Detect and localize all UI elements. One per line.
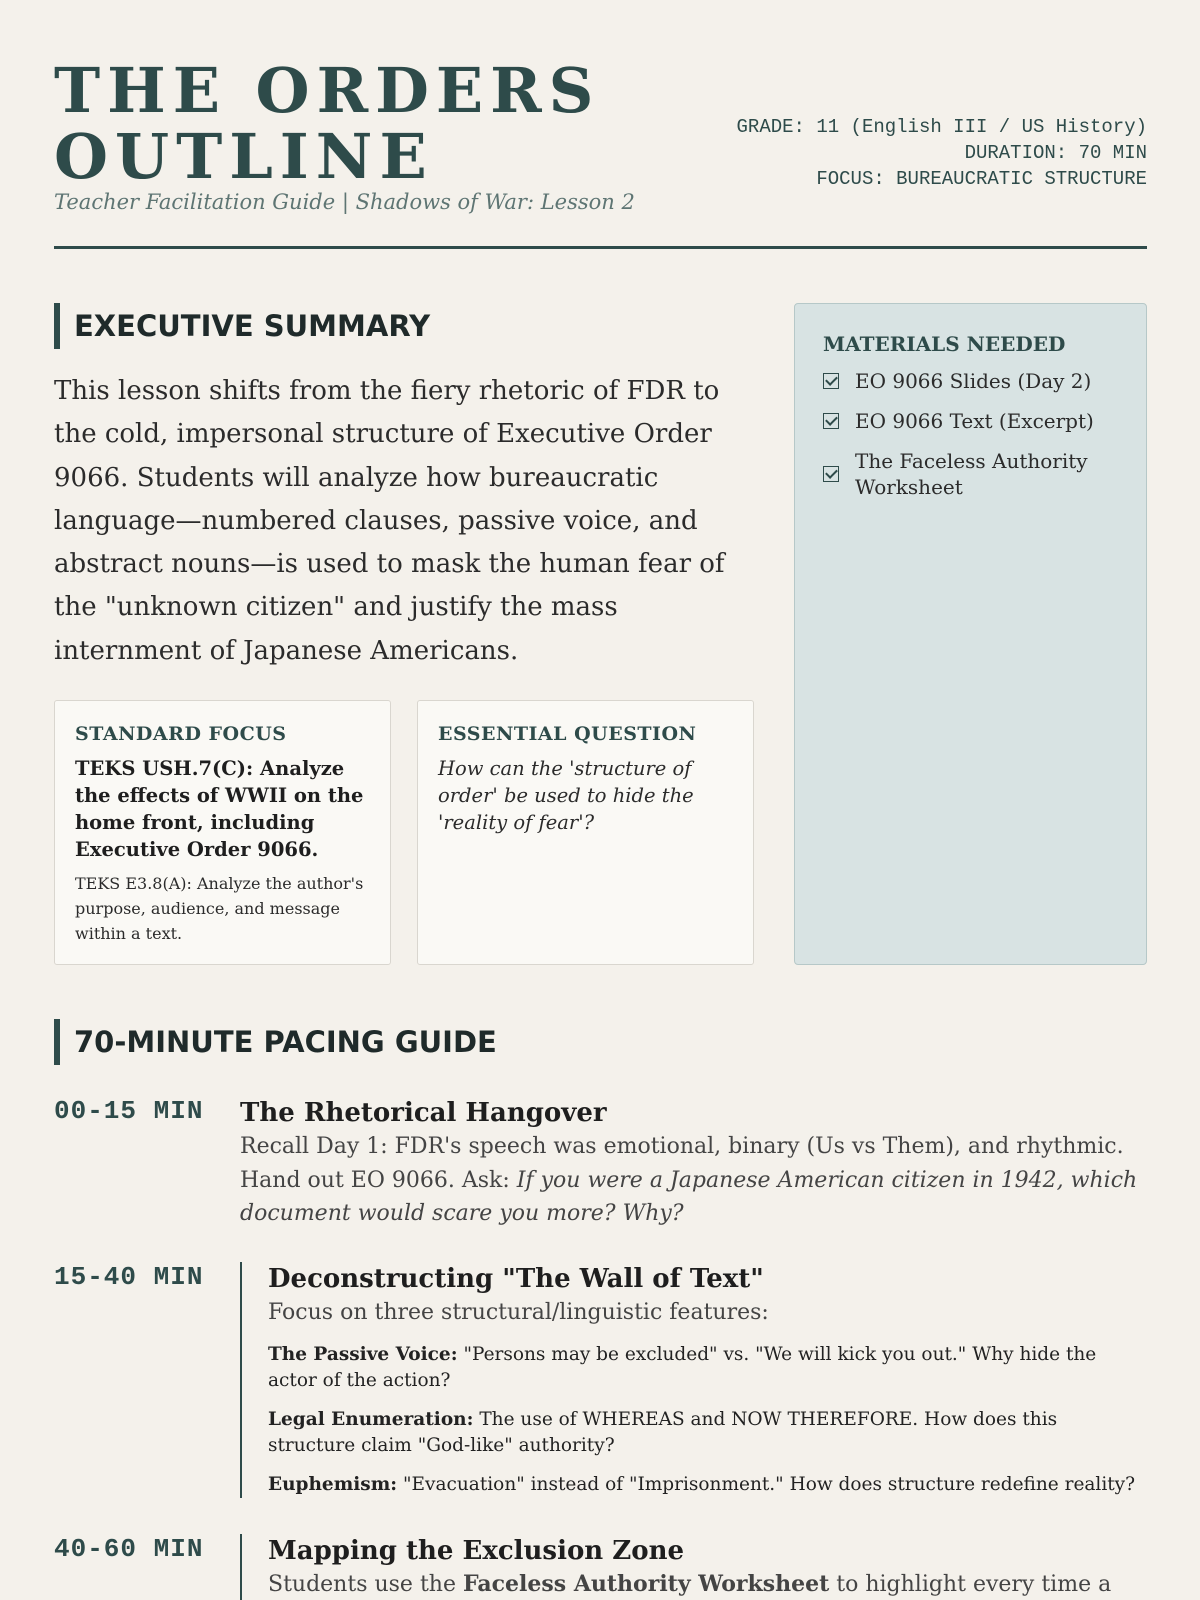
header-divider — [54, 246, 1147, 249]
checkbox-icon — [823, 413, 839, 429]
bullet-desc: "Persons may be excluded" vs. "We will kick you out." Why hide the actor of the action? — [268, 1343, 1097, 1391]
pacing-text-plain: Recall Day 1: FDR's speech was emotional, binary (Us vs Them), and rhythmic. Hand out EO 9066. Ask: — [240, 1134, 1124, 1193]
pacing-text: Focus on three structural/linguistic features: — [268, 1300, 769, 1325]
pacing-time: 15-40 MIN — [54, 1262, 204, 1292]
bullet-term: The Passive Voice: — [268, 1343, 458, 1365]
material-item — [823, 448, 1118, 500]
essential-question-label: ESSENTIAL QUESTION — [438, 723, 697, 745]
pacing-time: 00-15 MIN — [54, 1096, 204, 1126]
pacing-title: Deconstructing "The Wall of Text" — [268, 1264, 764, 1294]
page-title: THE ORDERS OUTLINE — [54, 54, 601, 193]
pacing-text-a: Students use the — [268, 1572, 463, 1597]
focus-meta: FOCUS: BUREAUCRATIC STRUCTURE — [816, 168, 1147, 190]
executive-summary-heading: EXECUTIVE SUMMARY — [54, 303, 430, 349]
bullet-desc: "Evacuation" instead of "Imprisonment." How does structure redefine reality? — [403, 1473, 1136, 1495]
checkbox-icon — [823, 373, 839, 389]
pacing-bullet — [268, 1472, 1140, 1499]
lesson-meta — [727, 114, 1147, 192]
pacing-time: 40-60 MIN — [54, 1534, 204, 1564]
executive-summary-text: This lesson shifts from the fiery rhetoric of FDR to the cold, impersonal structure of Executive Order 9066. Students will analyze how bureaucratic language—numbered clauses, passive voice, and abstract nouns—is used to mask the human fear of the "unknown citizen" and justify the mass internment of Japanese Americans. — [54, 376, 725, 666]
materials-panel — [794, 303, 1147, 965]
bullet-term: Euphemism: — [268, 1473, 398, 1495]
pacing-guide-heading: 70-MINUTE PACING GUIDE — [54, 1019, 497, 1065]
pacing-text-bold: Faceless Authority Worksheet — [462, 1571, 830, 1597]
materials-label: MATERIALS NEEDED — [823, 332, 1066, 356]
pacing-bullet — [268, 1407, 1140, 1460]
pacing-body — [240, 1262, 1140, 1498]
page-header — [54, 54, 1147, 248]
pacing-text-b: to highlight every time a — [829, 1572, 1112, 1597]
pacing-bullet — [268, 1342, 1140, 1395]
material-item-label: EO 9066 Slides (Day 2) — [855, 369, 1092, 393]
material-item-label: The Faceless Authority Worksheet — [855, 449, 1088, 499]
standard-focus-primary: TEKS USH.7(C): Analyze the effects of WWII on the home front, including Executive Order 9066. — [75, 757, 364, 861]
pacing-text — [240, 1130, 1140, 1231]
checkbox-icon — [823, 466, 839, 482]
standard-focus-secondary: TEKS E3.8(A): Analyze the author's purpose, audience, and message within a text. — [75, 874, 364, 943]
material-item — [823, 408, 1118, 434]
lesson-page — [54, 0, 1147, 1600]
page-subtitle: Teacher Facilitation Guide | Shadows of War: Lesson 2 — [54, 190, 635, 214]
material-item — [823, 368, 1118, 394]
bullet-desc: The use of WHEREAS and NOW THEREFORE. How does this structure claim "God-like" authority? — [268, 1408, 1058, 1456]
essential-question-card — [417, 700, 754, 965]
standard-focus-card — [54, 700, 391, 965]
pacing-title: Mapping the Exclusion Zone — [268, 1536, 685, 1566]
pacing-title: The Rhetorical Hangover — [240, 1098, 607, 1128]
pacing-text-question: If you were a Japanese American citizen in 1942, which document would scare you more? Why? — [240, 1167, 1138, 1226]
pacing-text — [268, 1568, 1140, 1600]
standard-focus-label: STANDARD FOCUS — [75, 723, 287, 745]
grade-meta: GRADE: 11 (English III / US History) — [736, 116, 1147, 138]
material-item-label: EO 9066 Text (Excerpt) — [855, 409, 1094, 433]
duration-meta: DURATION: 70 MIN — [964, 142, 1147, 164]
essential-question-text: How can the 'structure of order' be used to hide the 'reality of fear'? — [438, 757, 694, 834]
bullet-term: Legal Enumeration: — [268, 1408, 474, 1430]
pacing-body — [240, 1096, 1140, 1231]
pacing-body — [240, 1534, 1140, 1600]
